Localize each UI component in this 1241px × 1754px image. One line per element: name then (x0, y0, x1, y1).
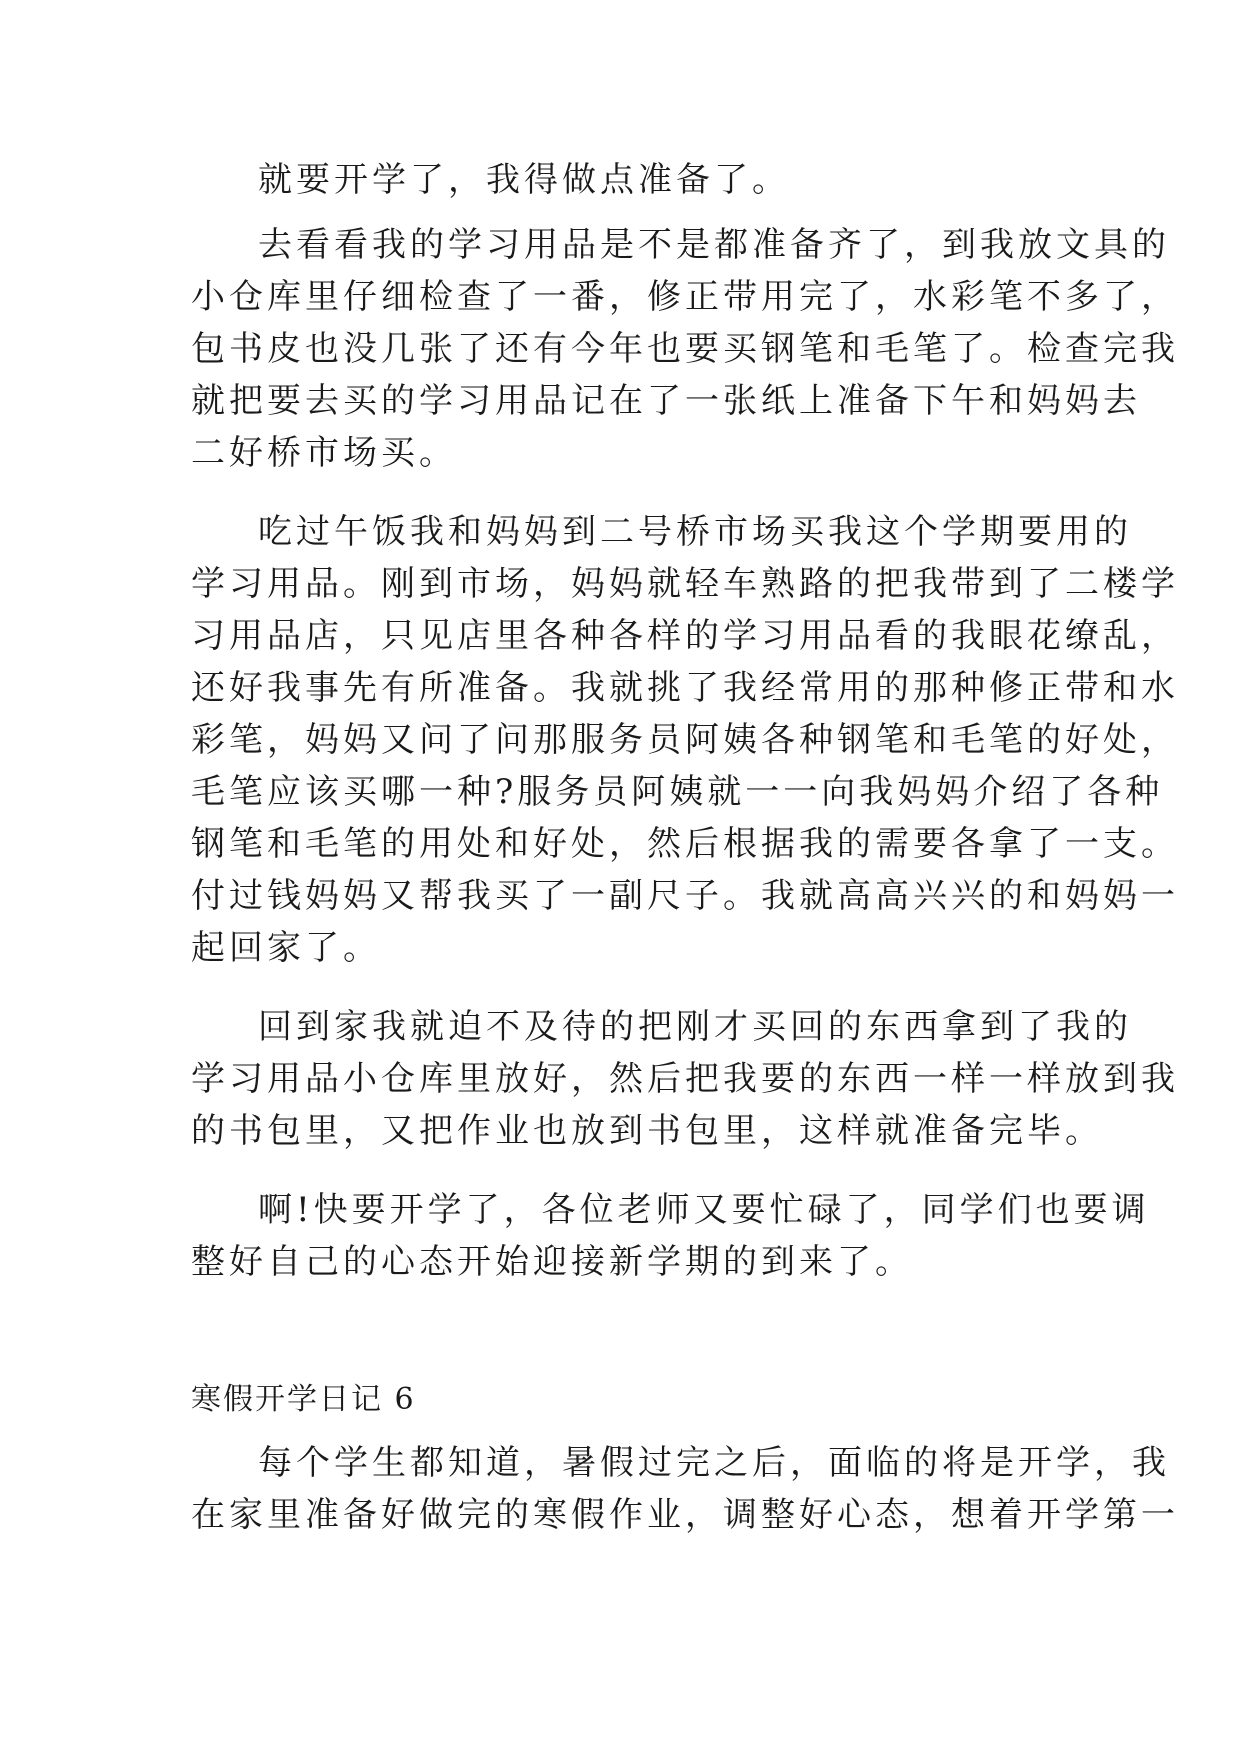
paragraph-line: 小仓库里仔细检查了一番，修正带用完了，水彩笔不多了， (191, 277, 1179, 317)
paragraph-line: 就要开学了，我得做点准备了。 (258, 160, 790, 200)
paragraph-line: 还好我事先有所准备。我就挑了我经常用的那种修正带和水 (191, 668, 1179, 708)
paragraph-line: 在家里准备好做完的寒假作业，调整好心态，想着开学第一 (191, 1495, 1179, 1535)
paragraph-line: 学习用品小仓库里放好，然后把我要的东西一样一样放到我 (191, 1059, 1179, 1099)
paragraph-line: 钢笔和毛笔的用处和好处，然后根据我的需要各拿了一支。 (191, 824, 1179, 864)
paragraph-line: 的书包里，又把作业也放到书包里，这样就准备完毕。 (191, 1111, 1103, 1151)
paragraph-line: 吃过午饭我和妈妈到二号桥市场买我这个学期要用的 (258, 512, 1132, 552)
section-heading: 寒假开学日记 6 (191, 1382, 416, 1417)
paragraph-line: 回到家我就迫不及待的把刚才买回的东西拿到了我的 (258, 1007, 1132, 1047)
paragraph-line: 二好桥市场买。 (191, 433, 457, 473)
paragraph-line: 每个学生都知道，暑假过完之后，面临的将是开学，我 (258, 1443, 1170, 1483)
paragraph-line: 就把要去买的学习用品记在了一张纸上准备下午和妈妈去 (191, 381, 1141, 421)
paragraph-line: 整好自己的心态开始迎接新学期的到来了。 (191, 1242, 913, 1282)
paragraph-line: 付过钱妈妈又帮我买了一副尺子。我就高高兴兴的和妈妈一 (191, 876, 1179, 916)
paragraph-line: 起回家了。 (191, 928, 381, 968)
paragraph-line: 啊!快要开学了，各位老师又要忙碌了，同学们也要调 (258, 1190, 1150, 1230)
paragraph-line: 习用品店，只见店里各种各样的学习用品看的我眼花缭乱， (191, 616, 1179, 656)
paragraph-line: 包书皮也没几张了还有今年也要买钢笔和毛笔了。检查完我 (191, 329, 1179, 369)
paragraph-line: 去看看我的学习用品是不是都准备齐了，到我放文具的 (258, 225, 1170, 265)
paragraph-line: 毛笔应该买哪一种?服务员阿姨就一一向我妈妈介绍了各种 (191, 772, 1164, 812)
paragraph-line: 学习用品。刚到市场，妈妈就轻车熟路的把我带到了二楼学 (191, 564, 1179, 604)
paragraph-line: 彩笔，妈妈又问了问那服务员阿姨各种钢笔和毛笔的好处， (191, 720, 1179, 760)
